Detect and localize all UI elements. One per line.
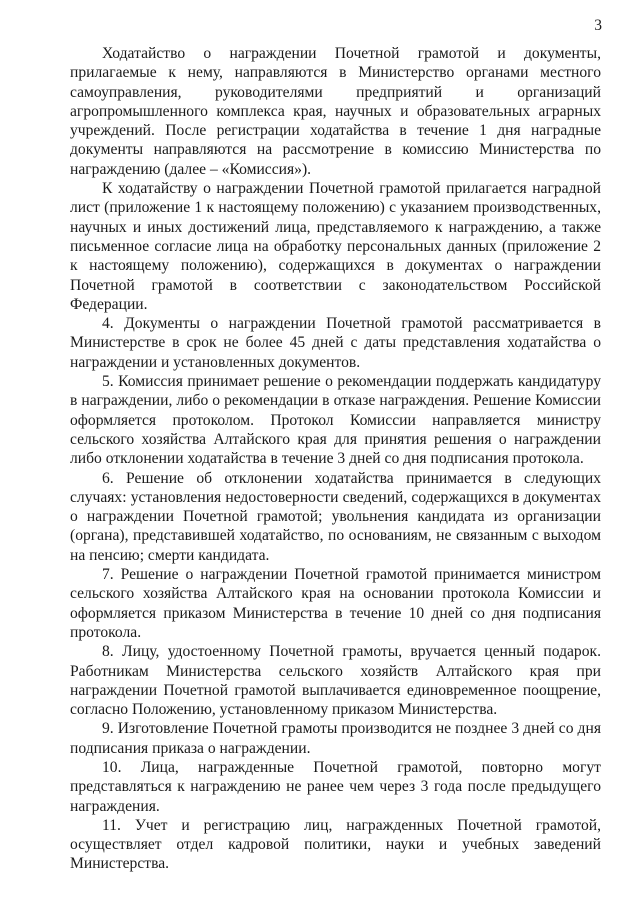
- document-body: [70, 44, 601, 874]
- paragraph-submission: Ходатайство о награждении Почетной грамотой и документы, прилагаемые к нему, направляются в Министерство органами местного самоуправления, руководителями предприятий и организаций агропромышленного комплекса края, научных и образовательных аграрных учреждений. После регистрации ходатайства в течение 1 дня наградные документы направляются на рассмотрение в комиссию Министерства по награждению (далее – «Комиссия»).: [70, 45, 601, 178]
- paragraph-item-6: 6. Решение об отклонении ходатайства принимается в следующих случаях: установления недостоверности сведений, содержащихся в документах о награждении Почетной грамотой; увольнения кандидата из организации (органа), представившей ходатайство, по основаниям, не связанным с выходом на пенсию; смерти кандидата.: [70, 469, 601, 564]
- paragraph-item-8: 8. Лицу, удостоенному Почетной грамоты, вручается ценный подарок. Работникам Министерства сельского хозяйств Алтайского края при награждении Почетной грамотой выплачивается единовременное поощрение, согласно Положению, установленному приказом Министерства.: [70, 643, 601, 719]
- paragraph-item-4: 4. Документы о награждении Почетной грамотой рассматривается в Министерстве в срок не более 45 дней с даты представления ходатайства о награждении и установленных документов.: [70, 315, 601, 371]
- paragraph-award-sheet: К ходатайству о награждении Почетной грамотой прилагается наградной лист (приложение 1 к настоящему положению) с указанием производственных, научных и иных достижений лица, представляемого к награждению, а также письменное согласие лица на обработку персональных данных (приложение 2 к настоящему положению), содержащихся в документах о награждении Почетной грамотой в соответствии с законодательством Российской Федерации.: [70, 180, 601, 313]
- paragraph-item-5: 5. Комиссия принимает решение о рекомендации поддержать кандидатуру в награждении, либо о рекомендации в отказе награждения. Решение Комиссии оформляется протоколом. Протокол Комиссии направляется министру сельского хозяйства Алтайского края для принятия решения о награждении либо отклонении ходатайства в течение 3 дней со дня подписания протокола.: [70, 373, 601, 468]
- paragraph-item-10: 10. Лица, награжденные Почетной грамотой, повторно могут представляться к награждению не ранее чем через 3 года после предыдущего награждения.: [70, 758, 601, 815]
- page-number: 3: [594, 17, 602, 34]
- paragraph-item-9: 9. Изготовление Почетной грамоты производится не позднее 3 дней со дня подписания приказа о награждении.: [70, 720, 601, 757]
- paragraph-item-11: 11. Учет и регистрацию лиц, награжденных Почетной грамотой, осуществляет отдел кадровой политики, науки и учебных заведений Министерства.: [70, 816, 601, 873]
- paragraph-item-7: 7. Решение о награждении Почетной грамотой принимается министром сельского хозяйства Алтайского края на основании протокола Комиссии и оформляется приказом Министерства в течение 10 дней со дня подписания протокола.: [70, 566, 601, 641]
